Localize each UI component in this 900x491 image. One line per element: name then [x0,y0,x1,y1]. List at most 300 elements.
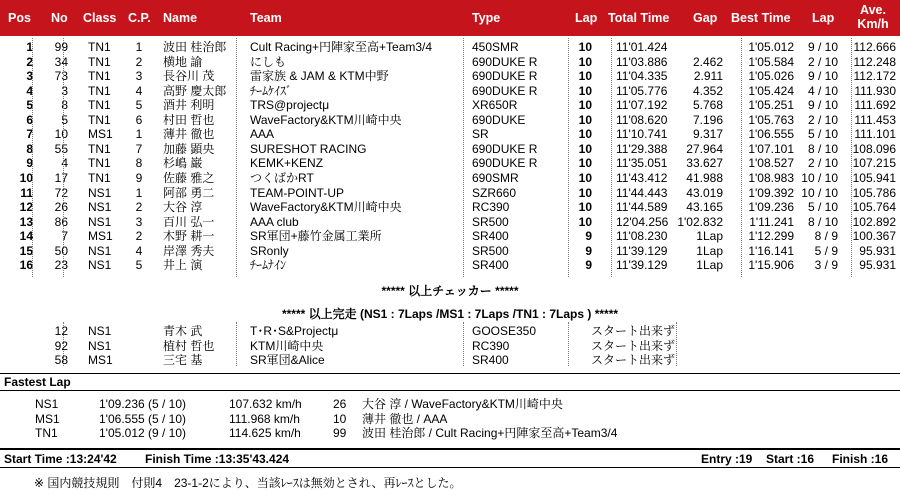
cell-team: ﾁｰﾑｹｲｽﾞ [250,83,293,98]
cell-pos: 13 [19,214,33,229]
fastest-lap-row [0,413,900,425]
cell-total-time: 11'44.589 [616,200,668,215]
cell-name: 長谷川 茂 [163,69,215,84]
fl-time: 1'05.012 (9 / 10) [99,426,187,440]
column-divider [611,38,612,277]
cell-team: にしも [250,54,287,69]
cell-lap: 10 [578,98,592,113]
result-row [0,216,900,228]
result-row [0,70,900,82]
col-best-lap: Lap [812,11,835,25]
cell-no: 17 [54,170,68,185]
cell-best-lap: 8 / 10 [807,214,838,229]
cell-type: SZR660 [472,185,517,200]
fl-class: NS1 [35,397,59,411]
cell-gap: 33.627 [686,156,723,171]
cell-team: SURESHOT RACING [250,141,367,156]
cell-total-time: 12'04.256 [616,214,669,229]
cell-total-time: 11'39.129 [616,258,668,273]
cell-average: 105.941 [852,170,896,185]
start-time: Start Time :13:24'42 [4,452,117,466]
cell-best-lap: 9 / 10 [807,40,838,54]
cell-best-lap: 10 / 10 [801,185,838,200]
cell-gap: 1Lap [696,258,723,273]
dns-class: NS1 [88,324,112,338]
cell-name: 酒井 利明 [163,98,215,113]
cell-cp: 1 [135,127,143,142]
cell-pos: 11 [20,185,33,200]
cell-best-time: 1'09.236 [748,200,794,215]
dns-name: 三宅 基 [163,353,203,367]
col-average-line2: Km/h [857,17,889,31]
cell-total-time: 11'39.129 [616,243,668,258]
cell-team: WaveFactory&KTM川崎中央 [250,200,402,215]
cell-class: TN1 [88,69,111,84]
cell-total-time: 11'07.192 [616,98,668,113]
dns-name: 青木 武 [163,324,203,338]
cell-no: 4 [61,156,68,171]
cell-name: 大谷 淳 [163,200,203,215]
result-row [0,114,900,126]
cell-cp: 6 [135,112,143,127]
cell-class: TN1 [88,156,111,171]
result-row [0,245,900,257]
cell-type: 690SMR [472,170,519,185]
finish-time: Finish Time :13:35'43.424 [145,452,290,466]
cell-best-lap: 5 / 10 [807,200,838,215]
cell-type: SR400 [472,258,509,273]
cell-team: 雷家族 & JAM & KTM中野 [250,69,389,84]
cell-class: MS1 [88,229,113,244]
cell-best-lap: 8 / 10 [807,141,838,156]
cell-class: NS1 [88,258,112,273]
cell-best-lap: 2 / 10 [807,156,838,171]
column-divider [851,38,852,277]
cell-pos: 8 [26,141,33,156]
cell-no: 7 [61,229,68,244]
fl-class: TN1 [35,426,58,440]
cell-cp: 5 [135,98,143,113]
cell-best-lap: 3 / 9 [814,258,838,273]
column-divider [236,38,237,277]
cell-team: TEAM-POINT-UP [250,185,345,200]
cell-no: 3 [61,83,68,98]
col-no: No [51,11,68,25]
dns-no: 58 [54,353,68,367]
cell-name: 木野 耕一 [163,229,215,244]
cell-cp: 1 [135,40,143,54]
cell-lap: 9 [585,229,592,244]
cell-gap: 43.165 [686,200,723,215]
cell-best-time: 1'06.555 [748,127,794,142]
cell-total-time: 11'35.051 [616,156,668,171]
cell-type: XR650R [472,98,518,113]
column-divider [63,38,64,277]
cell-class: NS1 [88,214,112,229]
cell-no: 26 [54,200,68,215]
dns-team: KTM川崎中央 [250,338,324,353]
cell-lap: 10 [578,83,592,98]
cell-gap: 27.964 [686,141,723,156]
cell-best-lap: 10 / 10 [801,170,838,185]
cell-name: 薄井 徹也 [163,127,215,142]
cell-lap: 10 [578,69,592,84]
cell-no: 50 [54,243,68,258]
fl-rider: 波田 桂治郎 / Cult Racing+円陣家至高+Team3/4 [362,426,618,440]
cell-team: SRonly [250,243,289,258]
cell-pos: 6 [26,112,33,127]
cell-team: SR軍団+藤竹金属工業所 [250,229,382,244]
cell-average: 100.367 [852,229,896,244]
fl-speed: 107.632 km/h [229,397,302,411]
cell-lap: 10 [578,185,592,200]
cell-team: WaveFactory&KTM川崎中央 [250,112,402,127]
cell-team: KEMK+KENZ [250,156,324,171]
cell-cp: 3 [135,69,143,84]
dns-row [0,354,900,366]
cell-pos: 15 [19,243,33,258]
cell-gap: 1Lap [696,243,723,258]
cell-type: 690DUKE R [472,156,538,171]
dns-team: SR軍団&Alice [250,353,325,367]
cell-total-time: 11'10.741 [616,127,668,142]
cell-type: 690DUKE [472,112,526,127]
cell-team: ﾁｰﾑﾅｲﾝ [250,258,287,273]
cell-gap: 43.019 [686,185,723,200]
cell-lap: 9 [585,243,592,258]
cell-name: 村田 哲也 [163,112,215,127]
cell-gap: 4.352 [692,83,723,98]
cell-best-time: 1'05.763 [748,112,794,127]
cell-average: 111.453 [854,112,896,127]
cell-best-time: 1'09.392 [748,185,794,200]
cell-best-time: 1'11.241 [749,214,794,229]
cell-best-lap: 5 / 9 [814,243,838,258]
cell-no: 86 [54,214,68,229]
fl-no: 99 [333,426,347,440]
col-type: Type [472,11,501,25]
cell-best-time: 1'05.584 [748,54,794,69]
cell-cp: 4 [135,83,143,98]
result-row [0,99,900,111]
cell-average: 112.172 [853,69,896,84]
cell-lap: 10 [578,200,592,215]
footer-top-rule [0,448,900,450]
dns-status: スタート出来ず [591,338,676,353]
cell-pos: 2 [26,54,33,69]
cell-best-time: 1'07.101 [748,141,794,156]
fl-no: 10 [333,411,347,426]
cell-best-time: 1'05.012 [748,40,794,54]
dns-type: RC390 [472,338,510,353]
cell-type: 690DUKE R [472,69,538,84]
cell-name: 岸澤 秀夫 [163,243,215,258]
cell-gap: 7.196 [692,112,723,127]
result-row [0,41,900,53]
checker-message: ***** 以上チェッカー ***** [381,284,519,298]
cell-class: TN1 [88,112,111,127]
cell-no: 8 [61,98,68,113]
cell-lap: 10 [578,214,592,229]
cell-best-time: 1'05.251 [748,98,794,113]
col-average [848,3,898,31]
cell-team: つくばかRT [250,170,314,185]
cell-name: 加藤 顕央 [163,141,215,156]
cell-best-time: 1'05.424 [748,83,794,98]
cell-average: 108.096 [852,141,896,156]
cell-best-lap: 5 / 10 [807,127,838,142]
cell-average: 111.692 [854,98,896,113]
cell-no: 99 [54,40,68,54]
cell-name: 佐藤 雅之 [163,170,215,185]
cell-gap: 41.988 [686,170,723,185]
cell-type: RC390 [472,200,510,215]
cell-lap: 10 [578,54,592,69]
cell-cp: 7 [135,141,143,156]
cell-type: SR [472,127,489,142]
fl-class: MS1 [35,411,60,426]
cell-team: AAA [250,127,275,142]
cell-pos: 1 [26,40,33,54]
dns-row [0,340,900,352]
col-gap: Gap [693,11,718,25]
cell-name: 井上 演 [163,258,203,273]
cell-class: MS1 [88,127,113,142]
cell-best-lap: 9 / 10 [807,69,838,84]
finished-message: ***** 以上完走 (NS1 : 7Laps /MS1 : 7Laps /TN1 : 7Laps ) ***** [281,307,619,321]
cell-cp: 1 [135,185,143,200]
col-average-line1: Ave. [860,3,886,17]
result-row [0,157,900,169]
results-header [0,0,900,36]
cell-total-time: 11'04.335 [616,69,668,84]
cell-best-lap: 8 / 9 [814,229,838,244]
cell-type: 690DUKE R [472,141,538,156]
dns-class: NS1 [88,338,112,353]
cell-pos: 12 [19,200,33,215]
cell-class: NS1 [88,200,112,215]
fl-speed: 114.625 km/h [229,426,301,440]
result-row [0,187,900,199]
column-divider [32,38,33,277]
result-row [0,172,900,184]
cell-name: 波田 桂治郎 [163,40,227,54]
cell-name: 高野 慶太郎 [163,83,227,98]
cell-total-time: 11'05.776 [616,83,668,98]
col-lap: Lap [575,11,598,25]
cell-best-lap: 4 / 10 [807,83,838,98]
cell-total-time: 11'44.443 [616,185,668,200]
cell-average: 112.666 [853,40,896,54]
cell-gap: 2.462 [692,54,723,69]
cell-no: 5 [61,112,68,127]
cell-best-time: 1'12.299 [748,229,794,244]
race-summary [0,452,900,466]
cell-class: TN1 [88,170,111,185]
cell-lap: 10 [578,141,592,156]
cell-name: 百川 弘一 [163,214,215,229]
fl-no: 26 [333,397,347,411]
cell-cp: 8 [135,156,143,171]
cell-no: 73 [54,69,68,84]
result-row [0,143,900,155]
cell-best-lap: 2 / 10 [807,112,838,127]
result-row [0,85,900,97]
cell-pos: 3 [26,69,33,84]
cell-best-lap: 2 / 10 [807,54,838,69]
cell-cp: 4 [135,243,143,258]
column-divider [463,38,464,277]
cell-pos: 9 [26,156,33,171]
cell-cp: 2 [135,229,143,244]
column-divider [741,38,742,277]
result-row [0,259,900,271]
cell-gap: 9.317 [692,127,723,142]
cell-no: 72 [54,185,68,200]
cell-pos: 7 [26,127,33,142]
cell-lap: 10 [578,112,592,127]
cell-lap: 10 [578,127,592,142]
cell-name: 阿部 勇二 [163,185,215,200]
footer-bottom-rule [0,467,900,468]
cell-lap: 9 [585,258,592,273]
cell-cp: 9 [135,170,143,185]
cell-total-time: 11'08.230 [616,229,668,244]
cell-type: SR500 [472,214,509,229]
cell-no: 23 [54,258,68,273]
fl-rider: 大谷 淳 / WaveFactory&KTM川崎中央 [362,397,563,411]
cell-type: SR400 [472,229,509,244]
dns-team: T･R･S&Projectμ [250,324,339,338]
cell-average: 112.248 [853,54,896,69]
cell-total-time: 11'03.886 [616,54,668,69]
cell-best-time: 1'16.141 [748,243,794,258]
entry-count: Entry :19 [701,452,753,466]
cell-average: 105.786 [852,185,896,200]
cell-cp: 5 [135,258,143,273]
col-class: Class [83,11,117,25]
cell-name: 杉嶋 巌 [163,156,203,171]
cell-pos: 4 [26,83,33,98]
cell-cp: 3 [135,214,143,229]
cell-pos: 14 [19,229,33,244]
cell-type: 450SMR [472,40,519,54]
cell-best-time: 1'08.527 [748,156,794,171]
dns-no: 12 [54,324,68,338]
cell-average: 95.931 [859,258,896,273]
regulation-note: ※ 国内競技規則 付則4 23-1-2により、当該ﾚｰｽは無効とされ、再ﾚｰｽとした。 [34,476,462,490]
fastest-lap-row [0,427,900,439]
cell-total-time: 11'01.424 [616,40,668,54]
cell-lap: 10 [578,156,592,171]
col-name: Name [163,11,198,25]
fl-rider: 薄井 徹也 / AAA [362,411,448,426]
result-row [0,56,900,68]
fastest-lap-title-rule [0,390,900,391]
result-row [0,230,900,242]
cell-best-time: 1'05.026 [748,69,794,84]
cell-average: 105.764 [852,200,896,215]
cell-best-lap: 9 / 10 [807,98,838,113]
cell-class: TN1 [88,141,111,156]
dns-no: 92 [54,338,68,353]
cell-class: NS1 [88,243,112,258]
cell-no: 55 [54,141,68,156]
col-best-time: Best Time [731,11,791,25]
cell-total-time: 11'43.412 [616,170,668,185]
col-team: Team [250,11,282,25]
cell-class: NS1 [88,185,112,200]
fastest-lap-top-rule [0,373,900,374]
cell-pos: 16 [19,258,33,273]
cell-type: 690DUKE R [472,54,538,69]
cell-average: 102.892 [852,214,896,229]
cell-lap: 10 [578,170,592,185]
dns-row [0,325,900,337]
cell-gap: 1Lap [696,229,723,244]
cell-pos: 10 [19,170,33,185]
cell-type: 690DUKE R [472,83,538,98]
cell-cp: 2 [135,54,143,69]
cell-team: AAA club [250,214,299,229]
cell-type: SR500 [472,243,509,258]
dns-class: MS1 [88,353,113,367]
cell-average: 111.101 [854,127,896,142]
dns-type: SR400 [472,353,509,367]
result-row [0,201,900,213]
fastest-lap-row [0,398,900,410]
cell-class: TN1 [88,54,111,69]
cell-no: 34 [54,54,68,69]
cell-gap: 5.768 [692,98,723,113]
col-total-time: Total Time [608,11,670,25]
cell-average: 111.930 [854,83,896,98]
dns-type: GOOSE350 [472,324,537,338]
fl-time: 1'06.555 (5 / 10) [99,411,187,426]
cell-team: Cult Racing+円陣家至高+Team3/4 [250,40,433,54]
dns-status: スタート出来ず [591,324,676,338]
cell-total-time: 11'08.620 [616,112,668,127]
cell-average: 95.931 [859,243,896,258]
cell-no: 10 [54,127,68,142]
cell-gap: 1'02.832 [677,214,723,229]
column-divider [568,38,569,277]
cell-pos: 5 [26,98,33,113]
cell-class: TN1 [88,83,111,98]
result-row [0,128,900,140]
cell-gap: 2.911 [693,69,723,84]
cell-total-time: 11'29.388 [616,141,668,156]
start-count: Start :16 [766,452,815,466]
cell-team: TRS@projectμ [250,98,330,113]
finish-count: Finish :16 [832,452,889,466]
fl-time: 1'09.236 (5 / 10) [99,397,187,411]
cell-average: 107.215 [852,156,896,171]
dns-name: 植村 哲也 [163,338,215,353]
cell-best-time: 1'15.906 [748,258,794,273]
col-cp: C.P. [128,11,151,25]
cell-class: TN1 [88,98,111,113]
cell-class: TN1 [88,40,111,54]
dns-status: スタート出来ず [591,353,676,367]
cell-name: 横地 諭 [163,54,203,69]
cell-lap: 10 [578,40,592,54]
col-pos: Pos [8,11,31,25]
cell-cp: 2 [135,200,143,215]
cell-best-time: 1'08.983 [748,170,794,185]
fl-speed: 111.968 km/h [229,411,300,426]
fastest-lap-title: Fastest Lap [4,375,71,389]
